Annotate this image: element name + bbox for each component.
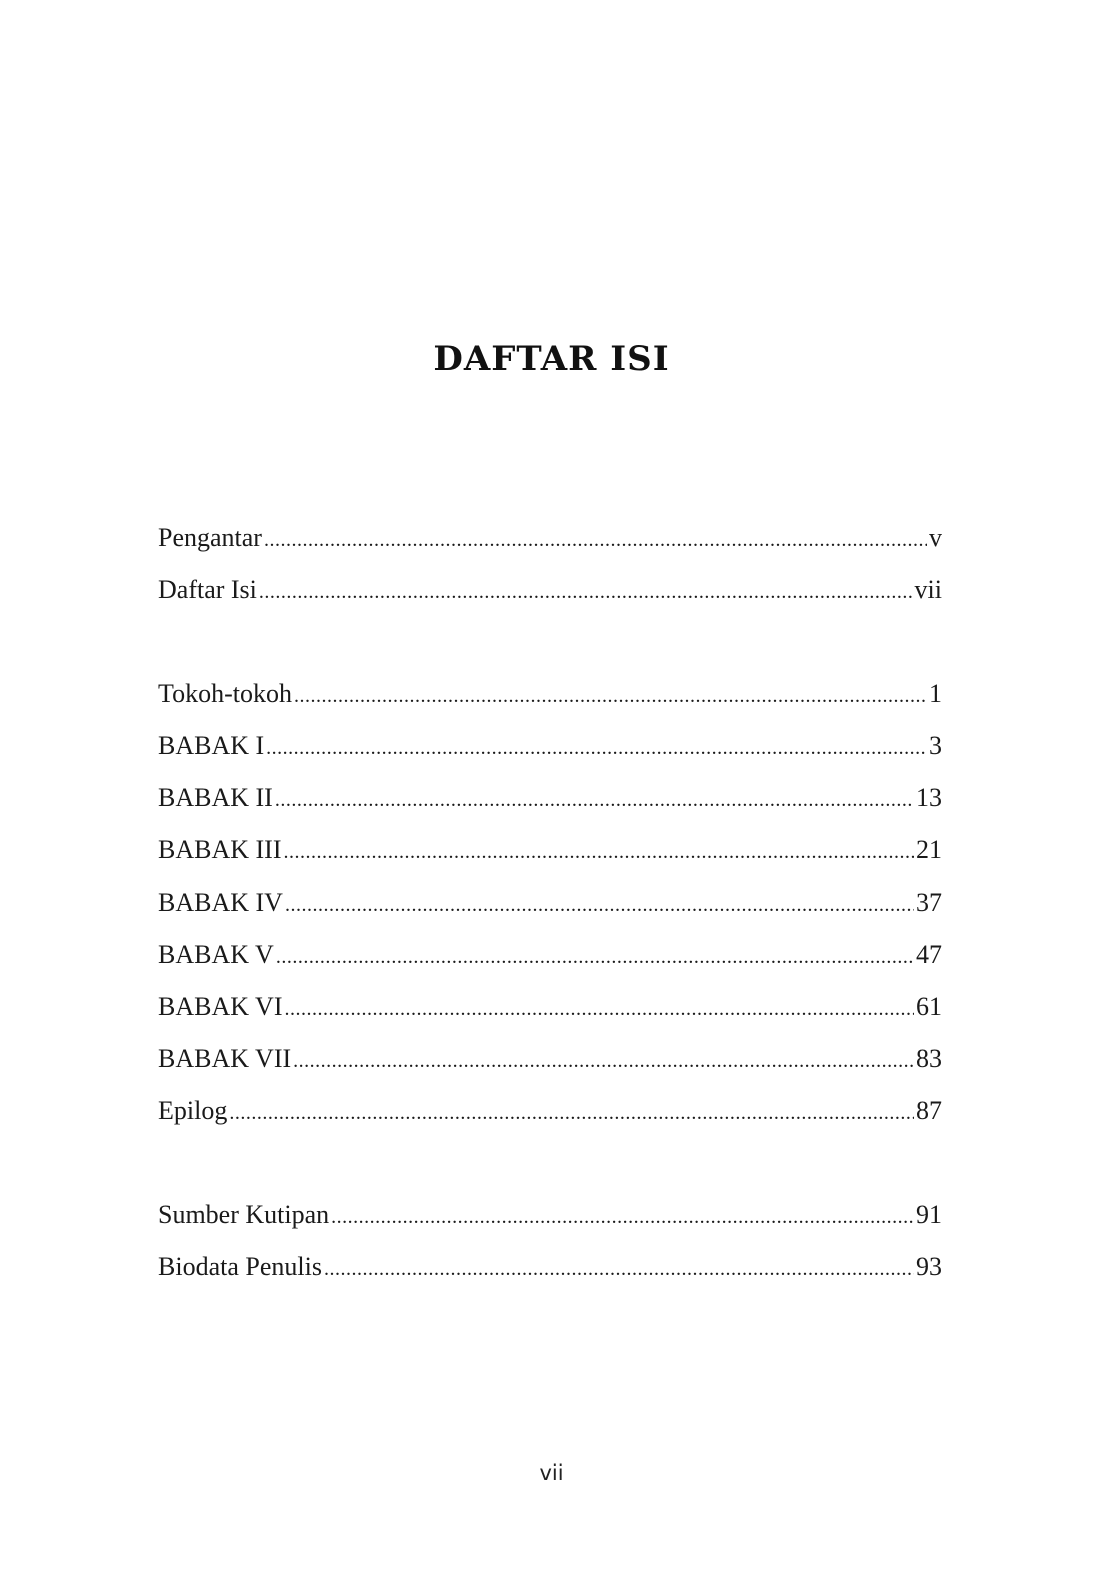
toc-entry-page: 91 bbox=[916, 1200, 942, 1229]
toc-entry-sumber-kutipan bbox=[158, 1195, 942, 1235]
toc-entry-page: 47 bbox=[916, 940, 942, 969]
toc-entry-page: vii bbox=[914, 575, 942, 604]
dot-leader bbox=[285, 885, 914, 925]
page-number: vii bbox=[539, 1461, 564, 1485]
toc-entry-babak-3 bbox=[158, 830, 942, 870]
toc-entry-label: BABAK I bbox=[158, 731, 265, 760]
dot-leader bbox=[276, 937, 914, 977]
dot-leader bbox=[264, 520, 927, 560]
toc-entry-epilog bbox=[158, 1091, 942, 1131]
toc-entry-page: 3 bbox=[929, 731, 942, 760]
toc-entry-label: Epilog bbox=[158, 1096, 228, 1125]
dot-leader bbox=[293, 1041, 914, 1081]
toc-entry-page: 21 bbox=[916, 835, 942, 864]
toc-entry-babak-2 bbox=[158, 778, 942, 818]
toc-entry-label: BABAK II bbox=[158, 783, 273, 812]
toc-entry-page: 1 bbox=[929, 679, 942, 708]
toc-entry-page: 61 bbox=[916, 992, 942, 1021]
toc-entry-label: Pengantar bbox=[158, 523, 262, 552]
toc-entry-label: BABAK III bbox=[158, 835, 282, 864]
dot-leader bbox=[266, 728, 927, 768]
dot-leader bbox=[294, 676, 927, 716]
toc-entry-label: Sumber Kutipan bbox=[158, 1200, 330, 1229]
dot-leader bbox=[259, 572, 913, 612]
toc-entry-babak-5 bbox=[158, 935, 942, 975]
dot-leader bbox=[284, 989, 914, 1029]
dot-leader bbox=[229, 1093, 914, 1133]
toc-entry-tokoh-tokoh bbox=[158, 674, 942, 714]
toc-entry-label: BABAK V bbox=[158, 940, 274, 969]
dot-leader bbox=[324, 1249, 914, 1289]
toc-entry-babak-4 bbox=[158, 883, 942, 923]
toc-entry-label: BABAK IV bbox=[158, 888, 283, 917]
toc-entry-biodata-penulis bbox=[158, 1247, 942, 1287]
toc-entry-label: Biodata Penulis bbox=[158, 1252, 322, 1281]
toc-entry-page: 87 bbox=[916, 1096, 942, 1125]
toc-entry-page: 13 bbox=[916, 783, 942, 812]
toc-entry-babak-6 bbox=[158, 987, 942, 1027]
toc-entry-daftar-isi bbox=[158, 570, 942, 610]
toc-entry-label: Daftar Isi bbox=[158, 575, 257, 604]
toc-entry-page: v bbox=[929, 523, 942, 552]
dot-leader bbox=[331, 1197, 914, 1237]
toc-entry-babak-1 bbox=[158, 726, 942, 766]
toc-entry-pengantar bbox=[158, 518, 942, 558]
toc-entry-label: Tokoh-tokoh bbox=[158, 679, 292, 708]
toc-entry-page: 37 bbox=[916, 888, 942, 917]
page-title: DAFTAR ISI bbox=[433, 339, 670, 379]
dot-leader bbox=[275, 780, 914, 820]
toc-entry-page: 93 bbox=[916, 1252, 942, 1281]
toc-entry-page: 83 bbox=[916, 1044, 942, 1073]
dot-leader bbox=[284, 832, 915, 872]
toc-entry-label: BABAK VI bbox=[158, 992, 283, 1021]
toc-entry-label: BABAK VII bbox=[158, 1044, 292, 1073]
toc-entry-babak-7 bbox=[158, 1039, 942, 1079]
